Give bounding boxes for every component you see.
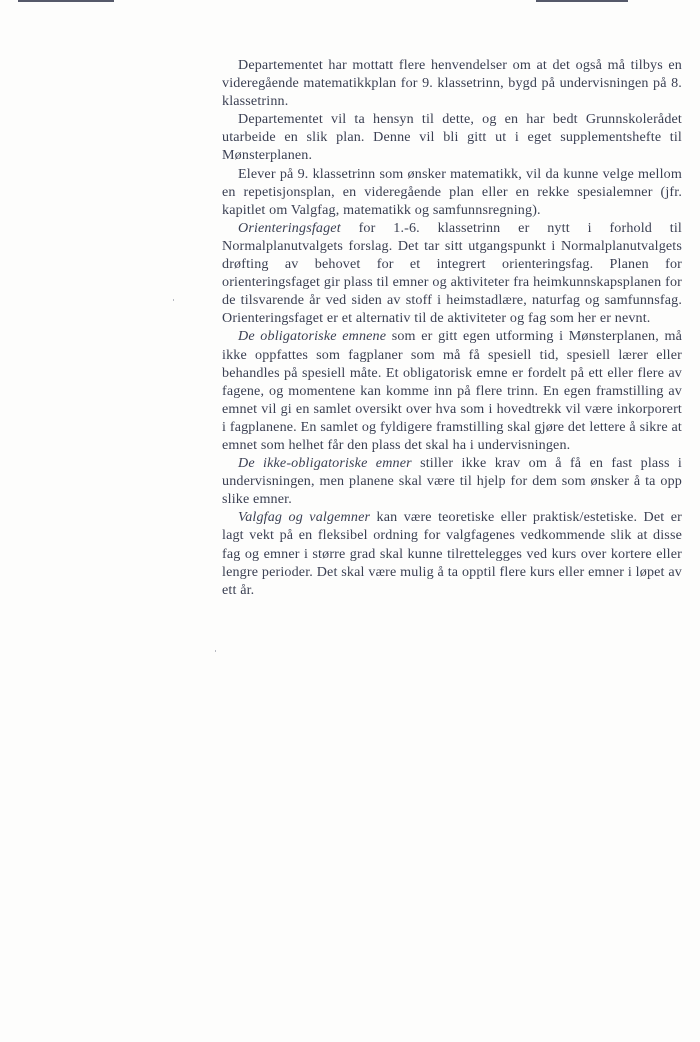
paragraph-text: Departementet har mottatt flere henvendelser om at det også må tilbys en videregående matematikkplan for 9. klassetrinn, bygd på undervisningen på 8. klassetrinn.	[222, 57, 682, 110]
paragraph-text: for 1.-6. klassetrinn er nytt i forhold til Normalplanutvalgets forslag. Det tar sitt utgangspunkt i Normalplanutvalgets drøfting av behovet for et integrert orienteringsfag. Planen for orienteringsfaget gir plass til emner og aktiviteter fra heimkunnskapsplanen for de tilsvarende år ved siden av stoff i heimstadlære, naturfag og samfunnsfag. Orienteringsfaget er et alternativ til de aktiviteter og fag som her er nevnt.	[222, 219, 682, 327]
paragraph-lead-term: De obligatoriske emnene	[238, 328, 387, 345]
paragraph-orienteringsfaget	[222, 219, 682, 328]
paragraph-text: Departementet vil ta hensyn til dette, og en har bedt Grunnskolerådet utarbeide en slik plan. Denne vil bli gitt ut i eget supplementshefte til Mønsterplanen.	[222, 111, 682, 164]
paragraph-lead-term: Orienteringsfaget	[238, 219, 341, 236]
paragraph-3	[222, 165, 682, 219]
paragraph-1	[222, 56, 682, 110]
paragraph-lead-term: De ikke-obligatoriske emner	[238, 455, 412, 472]
paragraph-text: som er gitt egen utforming i Mønsterplanen, må ikke oppfattes som fagplaner som må få spesiell tid, spesiell lærer eller behandles på spesiell måte. Et obligatorisk emne er fordelt på ett eller flere av fagene, og momentene kan komme inn på flere trinn. En egen framstilling av emnet vil gi en samlet oversikt over hva som i hovedtrekk vil være inkorporert i fagplanene. En samlet og fyldigere framstilling skal gjøre det lettere å sikre at emnet som helhet får den plass det skal ha i undervisningen.	[222, 328, 682, 453]
scan-speck	[173, 299, 174, 301]
paragraph-text: kan være teoretiske eller praktisk/estetiske. Det er lagt vekt på en fleksibel ordning for valgfagenes vedkommende slik at disse fag og emner i større grad skal kunne tilrettelegges ved kurs over kortere eller lengre perioder. Det skal være mulig å ta opptil flere kurs eller emner i løpet av ett år.	[222, 509, 682, 598]
paragraph-obligatoriske-emner	[222, 327, 682, 454]
scan-edge-mark-right	[536, 0, 628, 2]
paragraph-text: Elever på 9. klassetrinn som ønsker matematikk, vil da kunne velge mellom en repetisjonsplan, en videregående plan eller en rekke spesialemner (jfr. kapitlet om Valgfag, matematikk og samfunnsregning).	[222, 165, 682, 218]
scan-edge-mark-left	[18, 0, 114, 2]
paragraph-text: stiller ikke krav om å få en fast plass i undervisningen, men planene skal være til hjelp for dem som ønsker å ta opp slike emner.	[222, 455, 682, 508]
paragraph-lead-term: Valgfag og valgemner	[238, 509, 371, 526]
page-body-text	[222, 56, 682, 599]
paragraph-valgfag	[222, 508, 682, 598]
scan-speck	[215, 650, 216, 652]
paragraph-ikke-obligatoriske-emner	[222, 454, 682, 508]
paragraph-2	[222, 110, 682, 164]
